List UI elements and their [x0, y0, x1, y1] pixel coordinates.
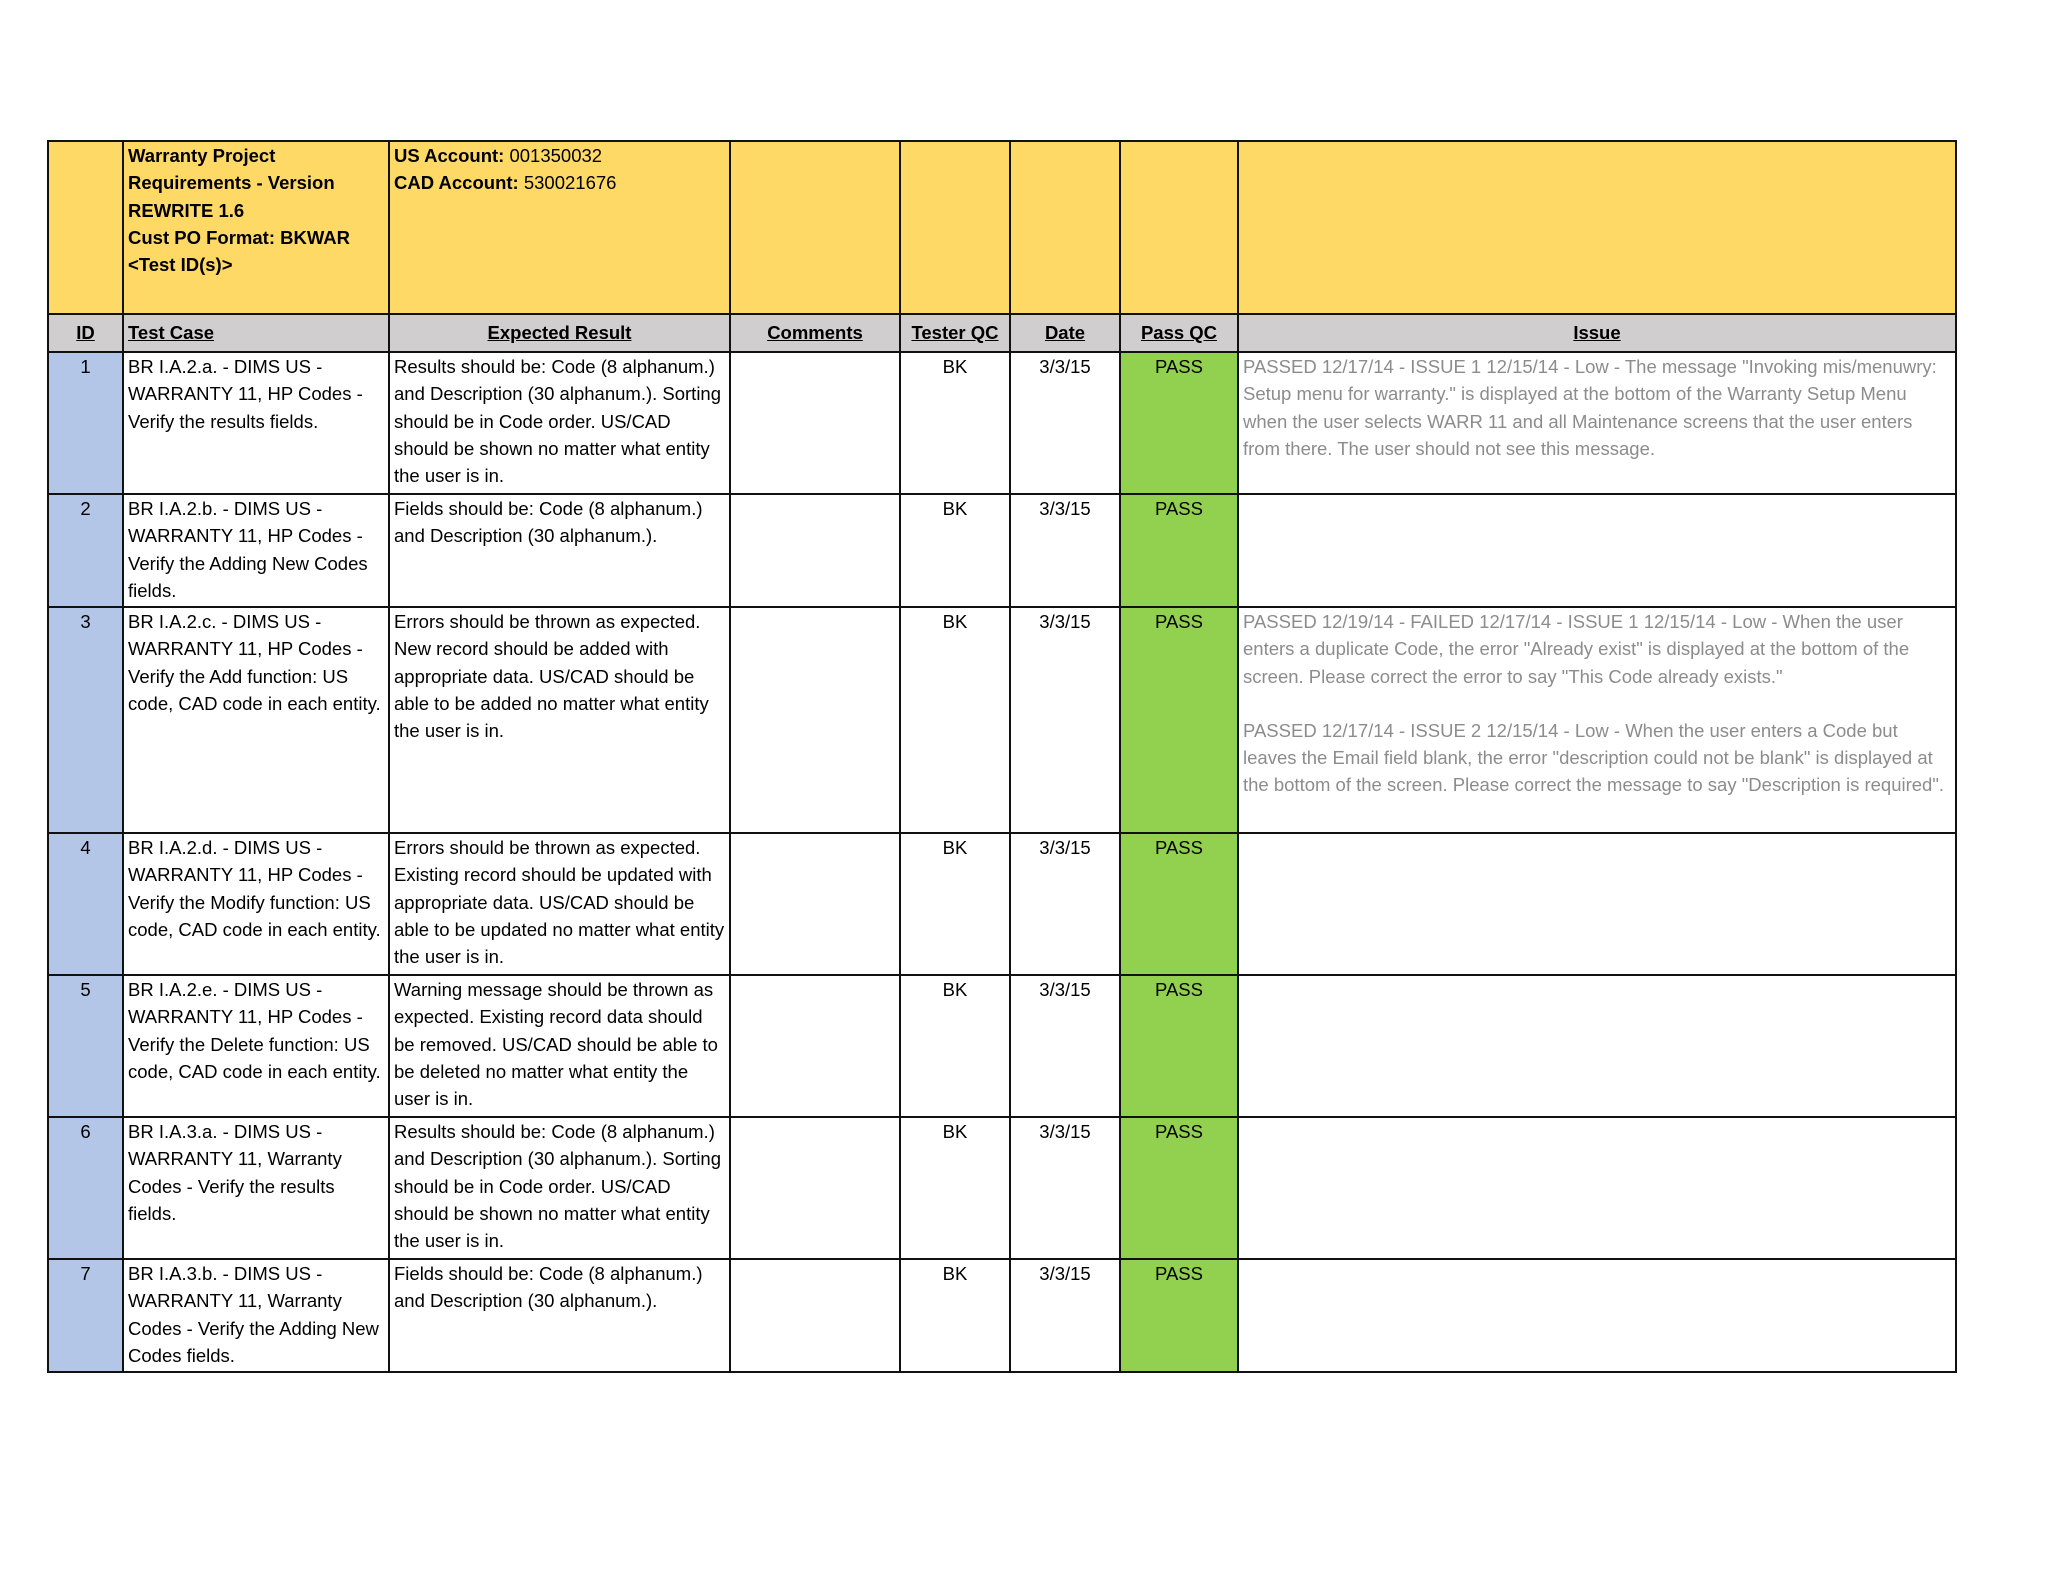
comments-cell — [730, 352, 900, 494]
date-cell: 3/3/15 — [1010, 607, 1120, 833]
row-id: 5 — [48, 975, 123, 1117]
us-account-value: 001350032 — [509, 145, 603, 166]
title-id-cell — [48, 141, 123, 314]
pass-qc-cell: PASS — [1120, 494, 1238, 607]
issue-cell — [1238, 1117, 1956, 1259]
expected-result-cell: Results should be: Code (8 alphanum.) and Description (30 alphanum.). Sorting should be in Code order. US/CAD should be shown no matter what entity the user is in. — [389, 352, 730, 494]
pass-qc-cell: PASS — [1120, 1117, 1238, 1259]
pass-qc-cell: PASS — [1120, 607, 1238, 833]
issue-cell — [1238, 975, 1956, 1117]
table-row — [48, 352, 1956, 494]
project-line: Cust PO Format: BKWAR — [128, 226, 350, 248]
column-header-expected-result: Expected Result — [389, 314, 730, 352]
row-id: 4 — [48, 833, 123, 975]
title-blank-cell — [1010, 141, 1120, 314]
project-title-cell — [123, 141, 389, 314]
issue-text: PASSED 12/19/14 - FAILED 12/17/14 - ISSUE 1 12/15/14 - Low - When the user enters a duplicate Code, the error "Already exist" is displayed at the bottom of the screen. Please correct the error to say "This Code already exists." — [1243, 611, 1910, 687]
table-row — [48, 1117, 1956, 1259]
us-account-label: US Account: — [394, 145, 505, 166]
expected-result-cell: Fields should be: Code (8 alphanum.) and Description (30 alphanum.). — [389, 494, 730, 607]
issue-text: PASSED 12/17/14 - ISSUE 1 12/15/14 - Low - The message "Invoking mis/menuwry: Setup menu for warranty." is displayed at the bottom of the Warranty Setup Menu when the user selects WARR 11 and all Maintenance screens that the user enters from there. The user should not see this message. — [1243, 356, 1937, 459]
cad-account-value: 530021676 — [523, 172, 617, 194]
test-case-cell: BR I.A.3.a. - DIMS US - WARRANTY 11, Warranty Codes - Verify the results fields. — [123, 1117, 389, 1259]
column-header-test-case: Test Case — [123, 314, 389, 352]
cad-account-label: CAD Account: — [394, 172, 519, 194]
issue-cell — [1238, 352, 1956, 494]
column-header-comments: Comments — [730, 314, 900, 352]
column-header-date: Date — [1010, 314, 1120, 352]
tester-qc-cell: BK — [900, 975, 1010, 1117]
expected-result-cell: Results should be: Code (8 alphanum.) and Description (30 alphanum.). Sorting should be in Code order. US/CAD should be shown no matter what entity the user is in. — [389, 1117, 730, 1259]
tester-qc-cell: BK — [900, 1117, 1010, 1259]
tester-qc-cell: BK — [900, 352, 1010, 494]
date-cell: 3/3/15 — [1010, 975, 1120, 1117]
comments-cell — [730, 607, 900, 833]
project-line: Requirements - Version — [128, 172, 335, 194]
test-case-cell: BR I.A.3.b. - DIMS US - WARRANTY 11, Warranty Codes - Verify the Adding New Codes fields. — [123, 1259, 389, 1372]
title-blank-cell — [1238, 141, 1956, 314]
comments-cell — [730, 494, 900, 607]
expected-result-cell: Errors should be thrown as expected. Existing record should be updated with appropriate data. US/CAD should be able to be updated no matter what entity the user is in. — [389, 833, 730, 975]
comments-cell — [730, 833, 900, 975]
test-case-cell: BR I.A.2.d. - DIMS US - WARRANTY 11, HP Codes - Verify the Modify function: US code, CAD code in each entity. — [123, 833, 389, 975]
tester-qc-cell: BK — [900, 1259, 1010, 1372]
issue-cell — [1238, 833, 1956, 975]
comments-cell — [730, 1259, 900, 1372]
test-case-cell: BR I.A.2.c. - DIMS US - WARRANTY 11, HP Codes - Verify the Add function: US code, CAD code in each entity. — [123, 607, 389, 833]
table-row — [48, 1259, 1956, 1372]
column-header-tester-qc: Tester QC — [900, 314, 1010, 352]
cad-account — [394, 169, 725, 196]
test-case-cell: BR I.A.2.e. - DIMS US - WARRANTY 11, HP Codes - Verify the Delete function: US code, CAD code in each entity. — [123, 975, 389, 1117]
table-row — [48, 833, 1956, 975]
expected-result-cell: Warning message should be thrown as expected. Existing record data should be removed. US/CAD should be able to be deleted no matter what entity the user is in. — [389, 975, 730, 1117]
pass-qc-cell: PASS — [1120, 352, 1238, 494]
issue-cell — [1238, 607, 1956, 833]
test-case-table — [47, 140, 1957, 1373]
date-cell: 3/3/15 — [1010, 1259, 1120, 1372]
expected-result-cell: Errors should be thrown as expected. New record should be added with appropriate data. US/CAD should be able to be added no matter what entity the user is in. — [389, 607, 730, 833]
table-row — [48, 975, 1956, 1117]
date-cell: 3/3/15 — [1010, 494, 1120, 607]
issue-cell — [1238, 494, 1956, 607]
column-header-issue: Issue — [1238, 314, 1956, 352]
row-id: 6 — [48, 1117, 123, 1259]
account-cell — [389, 141, 730, 314]
date-cell: 3/3/15 — [1010, 1117, 1120, 1259]
test-case-cell: BR I.A.2.b. - DIMS US - WARRANTY 11, HP Codes - Verify the Adding New Codes fields. — [123, 494, 389, 607]
test-case-cell: BR I.A.2.a. - DIMS US - WARRANTY 11, HP Codes - Verify the results fields. — [123, 352, 389, 494]
project-line: REWRITE 1.6 — [128, 199, 245, 221]
date-cell: 3/3/15 — [1010, 352, 1120, 494]
tester-qc-cell: BK — [900, 494, 1010, 607]
issue-text: PASSED 12/17/14 - ISSUE 2 12/15/14 - Low - When the user enters a Code but leaves the Email field blank, the error "description could not be blank" is displayed at the bottom of the screen. Please correct the message to say "Description is required". — [1243, 719, 1945, 796]
title-blank-cell — [1120, 141, 1238, 314]
row-id: 2 — [48, 494, 123, 607]
table-row — [48, 494, 1956, 607]
column-header-row — [48, 314, 1956, 352]
comments-cell — [730, 1117, 900, 1259]
title-blank-cell — [900, 141, 1010, 314]
row-id: 3 — [48, 607, 123, 833]
title-blank-cell — [730, 141, 900, 314]
project-line: <Test ID(s)> — [128, 254, 233, 276]
title-row — [48, 141, 1956, 314]
tester-qc-cell: BK — [900, 607, 1010, 833]
date-cell: 3/3/15 — [1010, 833, 1120, 975]
column-header-pass-qc: Pass QC — [1120, 314, 1238, 352]
us-account — [394, 142, 725, 169]
project-line: Warranty Project — [128, 145, 276, 166]
expected-result-cell: Fields should be: Code (8 alphanum.) and Description (30 alphanum.). — [389, 1259, 730, 1372]
row-id: 7 — [48, 1259, 123, 1372]
table-row — [48, 607, 1956, 833]
comments-cell — [730, 975, 900, 1117]
column-header-id: ID — [48, 314, 123, 352]
issue-cell — [1238, 1259, 1956, 1372]
tester-qc-cell: BK — [900, 833, 1010, 975]
pass-qc-cell: PASS — [1120, 1259, 1238, 1372]
row-id: 1 — [48, 352, 123, 494]
pass-qc-cell: PASS — [1120, 833, 1238, 975]
pass-qc-cell: PASS — [1120, 975, 1238, 1117]
